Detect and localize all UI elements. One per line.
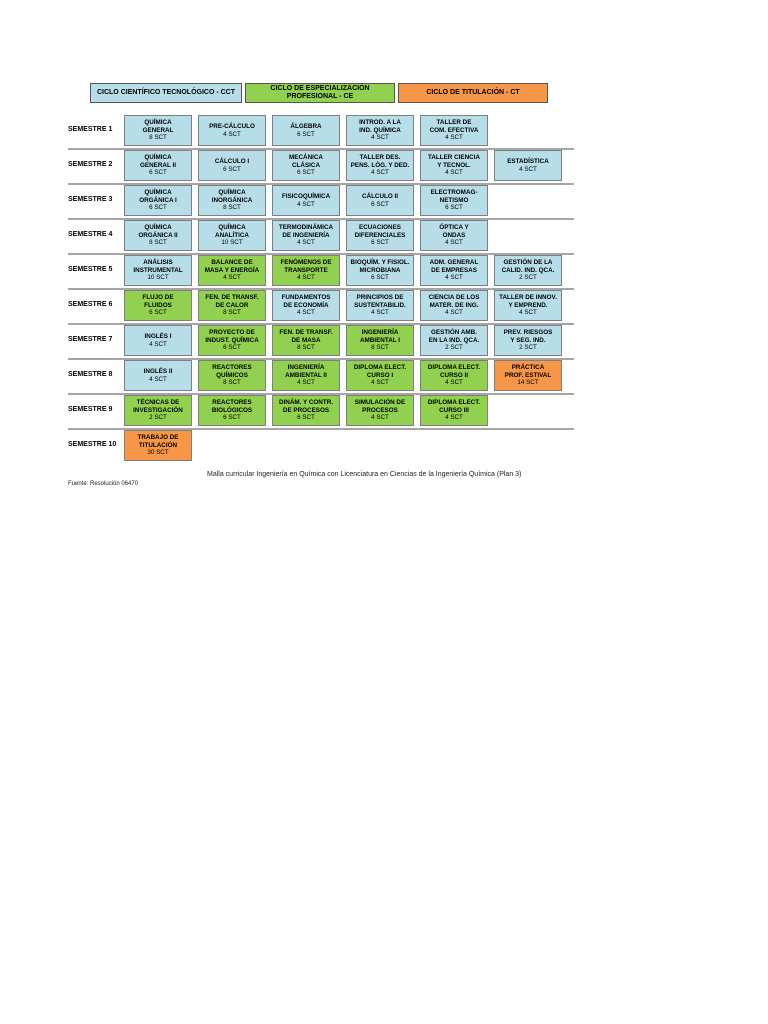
semester-label: SEMESTRE 2 xyxy=(68,161,113,168)
course-box xyxy=(272,220,340,251)
course-box xyxy=(124,325,192,356)
course-title: DIPLOMA ELECT. CURSO I xyxy=(353,364,407,379)
course-box xyxy=(420,185,488,216)
course-title: ÁLGEBRA xyxy=(290,123,322,130)
semester-row xyxy=(68,253,574,290)
course-credits: 6 SCT xyxy=(297,414,315,422)
course-credits: 2 SCT xyxy=(149,414,167,422)
course-credits: 4 SCT xyxy=(445,309,463,317)
semester-row xyxy=(68,393,574,430)
course-box xyxy=(198,255,266,286)
course-title: FLUJO DE FLUIDOS xyxy=(142,294,174,309)
course-credits: 4 SCT xyxy=(445,134,463,142)
course-credits: 4 SCT xyxy=(149,340,167,348)
course-credits: 8 SCT xyxy=(149,239,167,247)
semester-label: SEMESTRE 9 xyxy=(68,406,113,413)
course-box xyxy=(272,360,340,391)
course-box xyxy=(198,185,266,216)
course-box xyxy=(198,220,266,251)
course-credits: 4 SCT xyxy=(519,309,537,317)
course-title: CÁLCULO I xyxy=(214,158,250,165)
course-credits: 8 SCT xyxy=(297,344,315,352)
course-title: INGLÉS I xyxy=(144,333,172,340)
course-credits: 6 SCT xyxy=(223,414,241,422)
course-credits: 10 SCT xyxy=(147,274,169,282)
course-title: REACTORES QUÍMICOS xyxy=(212,364,252,379)
course-box xyxy=(346,255,414,286)
course-credits: 6 SCT xyxy=(223,344,241,352)
course-title: ELECTROMAG- NETISMO xyxy=(430,189,478,204)
course-box xyxy=(198,360,266,391)
course-title: CIENCIA DE LOS MATER. DE ING. xyxy=(428,294,480,309)
course-title: DINÁM. Y CONTR. DE PROCESOS xyxy=(279,399,333,414)
course-credits: 14 SCT xyxy=(517,379,539,387)
course-credits: 8 SCT xyxy=(223,379,241,387)
course-credits: 4 SCT xyxy=(297,379,315,387)
course-credits: 30 SCT xyxy=(147,449,169,457)
course-title: QUÍMICA ORGÁNICA II xyxy=(138,224,178,239)
course-title: BALANCE DE MASA Y ENERGÍA xyxy=(204,259,260,274)
semester-label: SEMESTRE 10 xyxy=(68,441,117,448)
semester-row xyxy=(68,148,574,185)
course-box xyxy=(198,325,266,356)
course-credits: 6 SCT xyxy=(297,169,315,177)
course-title: FUNDAMENTOS DE ECONOMÍA xyxy=(281,294,331,309)
course-box xyxy=(346,150,414,181)
course-credits: 4 SCT xyxy=(371,169,389,177)
course-credits: 8 SCT xyxy=(371,344,389,352)
course-box xyxy=(346,185,414,216)
course-title: PRE-CÁLCULO xyxy=(209,123,255,130)
semester-row xyxy=(68,183,574,220)
course-credits: 6 SCT xyxy=(371,200,389,208)
semester-label: SEMESTRE 1 xyxy=(68,126,113,133)
course-box xyxy=(494,360,562,391)
course-credits: 4 SCT xyxy=(371,414,389,422)
course-title: FISICOQUÍMICA xyxy=(281,193,331,200)
semester-label: SEMESTRE 8 xyxy=(68,371,113,378)
course-box xyxy=(124,185,192,216)
course-box xyxy=(124,360,192,391)
course-credits: 4 SCT xyxy=(223,274,241,282)
course-title: DIPLOMA ELECT. CURSO II xyxy=(427,364,481,379)
course-title: FEN. DE TRANSF. DE MASA xyxy=(279,329,333,344)
course-title: TERMODINÁMICA DE INGENIERÍA xyxy=(278,224,334,239)
course-title: CÁLCULO II xyxy=(361,193,399,200)
course-box xyxy=(420,395,488,426)
course-box xyxy=(494,255,562,286)
course-credits: 4 SCT xyxy=(297,239,315,247)
course-title: DIPLOMA ELECT. CURSO III xyxy=(427,399,481,414)
semester-row xyxy=(68,323,574,360)
course-box xyxy=(124,255,192,286)
course-credits: 4 SCT xyxy=(445,169,463,177)
course-box xyxy=(124,430,192,461)
course-box xyxy=(346,220,414,251)
course-title: BIOQUÍM. Y FISIOL. MICROBIANA xyxy=(350,259,410,274)
course-credits: 4 SCT xyxy=(445,414,463,422)
course-title: ESTADÍSTICA xyxy=(507,158,549,165)
semester-label: SEMESTRE 5 xyxy=(68,266,113,273)
course-credits: 4 SCT xyxy=(297,309,315,317)
semester-label: SEMESTRE 3 xyxy=(68,196,113,203)
legend-cct: CICLO CIENTÍFICO TECNOLÓGICO - CCT xyxy=(90,83,242,103)
source-note: Fuente: Resolución 06470 xyxy=(68,481,139,487)
course-title: FEN. DE TRANSF. DE CALOR xyxy=(205,294,259,309)
course-title: TRABAJO DE TITULACIÓN xyxy=(137,434,179,449)
course-box xyxy=(494,290,562,321)
course-credits: 6 SCT xyxy=(149,169,167,177)
course-credits: 8 SCT xyxy=(149,134,167,142)
course-title: INGENIERÍA AMBIENTAL II xyxy=(285,364,327,379)
course-title: REACTORES BIOLÓGICOS xyxy=(211,399,253,414)
course-box xyxy=(346,360,414,391)
course-box xyxy=(420,220,488,251)
semester-label: SEMESTRE 7 xyxy=(68,336,113,343)
course-credits: 6 SCT xyxy=(371,239,389,247)
course-title: QUÍMICA ANALÍTICA xyxy=(215,224,249,239)
course-credits: 4 SCT xyxy=(371,309,389,317)
course-box xyxy=(420,325,488,356)
course-title: TALLER DE INNOV. Y EMPREND. xyxy=(499,294,557,309)
course-box xyxy=(272,150,340,181)
course-title: FENÓMENOS DE TRANSPORTE xyxy=(280,259,332,274)
course-box xyxy=(272,115,340,146)
semester-row xyxy=(68,428,574,463)
course-credits: 4 SCT xyxy=(519,165,537,173)
course-box xyxy=(494,150,562,181)
course-box xyxy=(124,115,192,146)
course-box xyxy=(272,290,340,321)
course-title: GESTIÓN AMB. EN LA IND. QCA. xyxy=(428,329,480,344)
course-title: INTROD. A LA IND. QUÍMICA xyxy=(359,119,401,134)
course-box xyxy=(494,325,562,356)
course-box xyxy=(124,395,192,426)
course-credits: 8 SCT xyxy=(223,204,241,212)
course-box xyxy=(272,325,340,356)
course-box xyxy=(198,115,266,146)
semester-label: SEMESTRE 4 xyxy=(68,231,113,238)
course-title: QUÍMICA GENERAL xyxy=(142,119,174,134)
course-credits: 6 SCT xyxy=(149,309,167,317)
course-title: TALLER DE COM. EFECTIVA xyxy=(429,119,479,134)
course-credits: 4 SCT xyxy=(371,134,389,142)
course-title: SIMULACIÓN DE PROCESOS xyxy=(354,399,406,414)
course-box xyxy=(346,115,414,146)
course-credits: 6 SCT xyxy=(371,274,389,282)
course-title: TÉCNICAS DE INVESTIGACIÓN xyxy=(133,399,183,414)
course-title: ECUACIONES DIFERENCIALES xyxy=(354,224,406,239)
course-credits: 2 SCT xyxy=(519,344,537,352)
course-box xyxy=(420,115,488,146)
course-box xyxy=(124,220,192,251)
course-title: ADM. GENERAL DE EMPRESAS xyxy=(429,259,479,274)
course-credits: 2 SCT xyxy=(445,344,463,352)
course-box xyxy=(420,360,488,391)
semester-row xyxy=(68,358,574,395)
course-title: GESTIÓN DE LA CALID. IND. QCA. xyxy=(501,259,555,274)
course-box xyxy=(346,290,414,321)
course-title: QUÍMICA ORGÁNICA I xyxy=(139,189,177,204)
course-title: INGLÉS II xyxy=(143,368,173,375)
course-credits: 6 SCT xyxy=(223,165,241,173)
course-credits: 4 SCT xyxy=(223,130,241,138)
course-title: PREV. RIESGOS Y SEG. IND. xyxy=(503,329,553,344)
course-box xyxy=(198,150,266,181)
course-box xyxy=(420,290,488,321)
semester-label: SEMESTRE 6 xyxy=(68,301,113,308)
course-box xyxy=(198,395,266,426)
course-title: TALLER CIENCIA Y TECNOL. xyxy=(427,154,480,169)
course-title: TALLER DES. PENS. LÓG. Y DED. xyxy=(350,154,410,169)
course-box xyxy=(124,150,192,181)
course-box xyxy=(346,395,414,426)
course-credits: 4 SCT xyxy=(149,375,167,383)
course-box xyxy=(420,150,488,181)
course-credits: 6 SCT xyxy=(445,204,463,212)
course-title: ANÁLISIS INSTRUMENTAL xyxy=(133,259,183,274)
course-credits: 8 SCT xyxy=(223,309,241,317)
course-title: PRINCIPIOS DE SUSTENTABILID. xyxy=(354,294,406,309)
course-credits: 4 SCT xyxy=(445,379,463,387)
course-credits: 6 SCT xyxy=(297,130,315,138)
legend-ce: CICLO DE ESPECIALIZACIÓN PROFESIONAL - CE xyxy=(245,83,395,103)
course-box xyxy=(124,290,192,321)
course-title: ÓPTICA Y ONDAS xyxy=(439,224,469,239)
course-box xyxy=(346,325,414,356)
course-title: INGENIERÍA AMBIENTAL I xyxy=(360,329,400,344)
course-box xyxy=(198,290,266,321)
legend-ct: CICLO DE TITULACIÓN - CT xyxy=(398,83,548,103)
course-credits: 4 SCT xyxy=(445,274,463,282)
course-credits: 4 SCT xyxy=(445,239,463,247)
course-credits: 4 SCT xyxy=(297,200,315,208)
course-credits: 2 SCT xyxy=(519,274,537,282)
course-box xyxy=(272,185,340,216)
course-box xyxy=(272,395,340,426)
course-title: QUÍMICA INORGÁNICA xyxy=(211,189,253,204)
course-title: MECÁNICA CLÁSICA xyxy=(289,154,323,169)
course-credits: 4 SCT xyxy=(371,379,389,387)
course-title: QUÍMICA GENERAL II xyxy=(140,154,176,169)
course-credits: 6 SCT xyxy=(149,204,167,212)
semester-row xyxy=(68,218,574,255)
course-title: PROYECTO DE INDUST. QUÍMICA xyxy=(205,329,259,344)
course-credits: 4 SCT xyxy=(297,274,315,282)
course-credits: 10 SCT xyxy=(221,239,243,247)
figure-caption: Malla curricular Ingeniería en Química con Licenciatura en Ciencias de la Ingeniería Química (Plan 3) xyxy=(207,471,522,478)
semester-row xyxy=(68,113,574,150)
course-box xyxy=(420,255,488,286)
course-box xyxy=(272,255,340,286)
semester-row xyxy=(68,288,574,325)
course-title: PRÁCTICA PROF. ESTIVAL xyxy=(504,364,552,379)
